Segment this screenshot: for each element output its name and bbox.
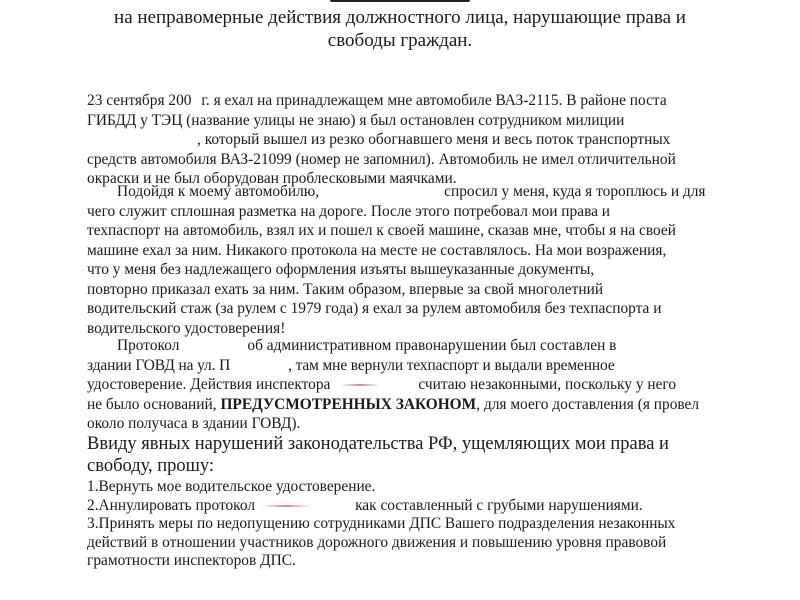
text-fragment: , для моего доставления (я провел xyxy=(476,395,700,413)
text-line: что у меня без надлежащего оформления изъяты вышеуказанные документы, xyxy=(87,261,595,278)
text-fragment: как составленный с грубыми нарушениями. xyxy=(355,496,643,514)
subtitle-line: на неправомерные действия должностного лица, нарушающие права и xyxy=(114,7,686,28)
text-line: действий в отношении участников дорожного движения и повышению уровня правовой xyxy=(87,533,667,551)
text-line: около получаса в здании ГОВД). xyxy=(87,415,301,432)
text-line: окраски и не был оборудован проблесковыми маячками. xyxy=(87,170,457,187)
redaction xyxy=(255,497,355,516)
list-item xyxy=(87,497,727,516)
text-fragment: 2.Аннулировать протокол xyxy=(87,496,256,514)
text-line: водительский стаж (за рулем с 1979 года) я ехал за рулем автомобиля без техпаспорта и xyxy=(87,300,662,317)
text-fragment: Протокол xyxy=(117,337,180,354)
text-fragment: об административном правонарушении был составлен в xyxy=(247,337,617,354)
text-line: техпаспорт на автомобиль, взял их и пошел к своей машине, сказав мне, чтобы я на своей xyxy=(87,222,676,239)
text-fragment: удостоверение. Действия инспектора xyxy=(87,376,331,393)
paragraph-protocol xyxy=(87,336,707,434)
text-fragment: здании ГОВД на ул. П xyxy=(87,356,231,374)
text-line: машине ехал за ним. Никакого протокола на месте не составлялось. На мои возражения, xyxy=(87,241,667,259)
text-line: свободу, прошу: xyxy=(87,456,215,476)
request-heading xyxy=(87,433,727,477)
request-list xyxy=(87,478,727,571)
list-item: 1.Вернуть мое водительское удостоверение. xyxy=(87,478,376,495)
text-line: Ввиду явных нарушений законодательства РФ, ущемляющих мои права и xyxy=(87,434,669,454)
text-fragment: считаю незаконными, поскольку у него xyxy=(418,376,677,393)
text-fragment: г. я ехал на принадлежащем мне автомобиле ВАЗ-2115. В районе поста xyxy=(197,92,667,109)
redaction xyxy=(330,375,418,395)
cut-off-heading xyxy=(330,0,470,2)
paragraph-incident xyxy=(87,91,707,189)
emphasis-text: ПРЕДУСМОТРЕННЫХ ЗАКОНОМ xyxy=(220,395,477,413)
text-fragment: не было оснований, xyxy=(87,395,221,413)
text-line: средств автомобиля ВАЗ-21099 (номер не запомнил). Автомобиль не имел отличительной xyxy=(87,150,676,168)
text-fragment: 23 сентября 200 xyxy=(87,92,192,109)
list-item: 3.Принять меры по недопущению сотрудниками ДПС Вашего подразделения незаконных xyxy=(87,515,676,532)
text-fragment: спросил у меня, куда я тороплюсь и для xyxy=(444,183,706,200)
text-line: грамотности инспекторов ДПС. xyxy=(87,552,296,569)
subtitle-line: свободы граждан. xyxy=(327,30,473,51)
document-subtitle xyxy=(80,6,720,52)
text-fragment: , который вышел из резко обогнавшего меня и весь поток транспортных xyxy=(197,131,671,148)
text-line: водительского удостоверения! xyxy=(87,319,286,337)
text-fragment: Подойдя к моему автомобилю, xyxy=(117,183,320,200)
text-fragment: , там мне вернули техпаспорт и выдали временное xyxy=(288,356,615,374)
text-line: чего служит сплошная разметка на дороге. После этого потребовал мои права и xyxy=(87,202,611,220)
text-line: ГИБДД у ТЭЦ (название улицы не знаю) я был остановлен сотрудником милиции xyxy=(87,111,625,129)
text-line: повторно приказал ехать за ним. Таким образом, впервые за свой многолетний xyxy=(87,280,604,298)
paragraph-inspector xyxy=(87,182,707,338)
